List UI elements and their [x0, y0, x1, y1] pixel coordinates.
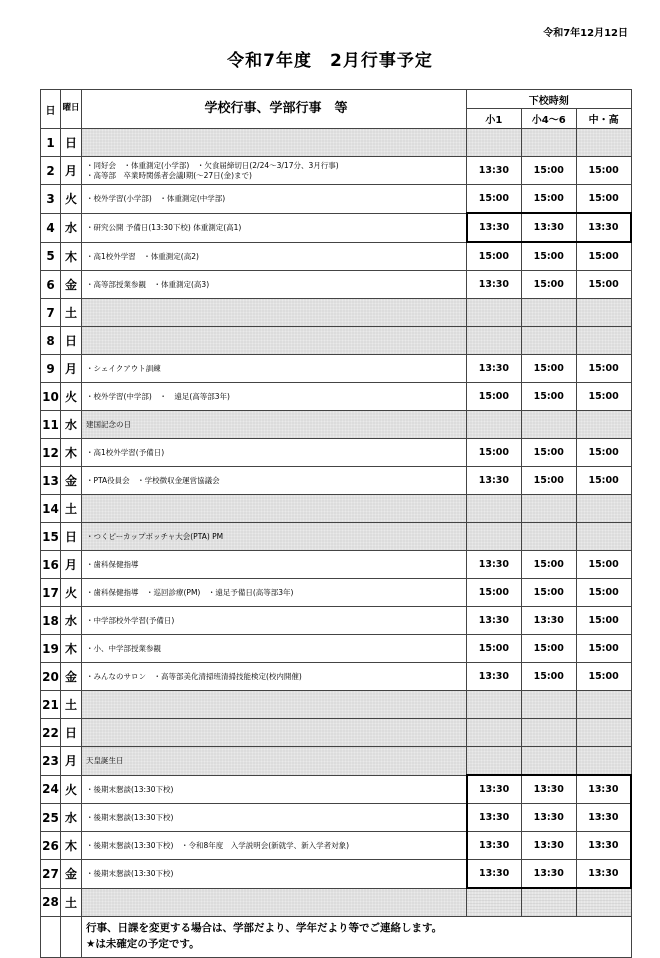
header-dismissal: 下校時刻: [467, 90, 632, 109]
time-grade-4-6: 15:00: [521, 439, 576, 467]
day-number: 9: [41, 355, 61, 383]
time-grade-1: 15:00: [467, 185, 522, 214]
time-grade-4-6: [521, 495, 576, 523]
weekday: 木: [61, 439, 82, 467]
event-line-1: ・後期末懇談(13:30下校): [86, 812, 174, 822]
table-row: [41, 271, 632, 299]
time-grade-1: [467, 523, 522, 551]
day-number: 15: [41, 523, 61, 551]
table-row: [41, 411, 632, 439]
table-row: [41, 383, 632, 411]
event-line-1: 建国記念の日: [86, 419, 131, 429]
time-grade-4-6: 15:00: [521, 551, 576, 579]
time-grade-4-6: 15:00: [521, 157, 576, 185]
time-grade-4-6: [521, 747, 576, 776]
weekday: 火: [61, 579, 82, 607]
header-events: 学校行事、学部行事 等: [82, 90, 467, 129]
events-cell: [82, 888, 467, 917]
weekday: 火: [61, 775, 82, 804]
time-grade-1: 13:30: [467, 157, 522, 185]
time-grade-4-6: 13:30: [521, 832, 576, 860]
header-grade-4-6: 小4～6: [521, 109, 576, 129]
event-line-1: ・校外学習(小学部) ・体重測定(中学部): [86, 194, 226, 204]
table-row: [41, 860, 632, 889]
time-middle-high: 15:00: [576, 607, 631, 635]
day-number: 18: [41, 607, 61, 635]
time-middle-high: 15:00: [576, 157, 631, 185]
day-number: 24: [41, 775, 61, 804]
time-middle-high: 15:00: [576, 271, 631, 299]
time-grade-1: 13:30: [467, 355, 522, 383]
time-grade-4-6: 13:30: [521, 213, 576, 242]
event-line-1: ・歯科保健指導 ・巡回診療(PM) ・遠足予備日(高等部3年): [86, 587, 294, 597]
weekday: 日: [61, 327, 82, 355]
event-line-1: ・後期末懇談(13:30下校): [86, 869, 174, 879]
time-grade-4-6: 15:00: [521, 663, 576, 691]
events-cell: [82, 157, 467, 185]
time-middle-high: 13:30: [576, 775, 631, 804]
table-row: [41, 523, 632, 551]
day-number: 16: [41, 551, 61, 579]
day-number: 27: [41, 860, 61, 889]
time-grade-1: 13:30: [467, 804, 522, 832]
events-cell: [82, 242, 467, 271]
day-number: 20: [41, 663, 61, 691]
time-middle-high: 13:30: [576, 804, 631, 832]
weekday: 水: [61, 607, 82, 635]
table-row: [41, 888, 632, 917]
event-line-1: ・小、中学部授業参観: [86, 643, 161, 653]
weekday: 土: [61, 299, 82, 327]
table-row: [41, 495, 632, 523]
time-grade-4-6: 15:00: [521, 383, 576, 411]
event-line-1: ・中学部校外学習(予備日): [86, 615, 175, 625]
event-line-1: ・みんなのサロン ・高等部美化清掃班清掃技能検定(校内開催): [86, 671, 302, 681]
day-number: 23: [41, 747, 61, 776]
table-row: [41, 691, 632, 719]
event-line-1: ・歯科保健指導: [86, 559, 139, 569]
day-number: 25: [41, 804, 61, 832]
time-grade-4-6: [521, 299, 576, 327]
weekday: 月: [61, 747, 82, 776]
time-middle-high: 15:00: [576, 383, 631, 411]
time-grade-4-6: [521, 888, 576, 917]
day-number: 13: [41, 467, 61, 495]
weekday: 金: [61, 663, 82, 691]
weekday: 月: [61, 551, 82, 579]
time-grade-4-6: [521, 691, 576, 719]
table-row: [41, 129, 632, 157]
day-number: 8: [41, 327, 61, 355]
time-middle-high: 15:00: [576, 551, 631, 579]
time-grade-1: [467, 747, 522, 776]
events-cell: [82, 579, 467, 607]
day-number: 4: [41, 213, 61, 242]
schedule-table: [40, 89, 632, 958]
time-grade-4-6: 13:30: [521, 860, 576, 889]
time-middle-high: [576, 411, 631, 439]
weekday: 水: [61, 804, 82, 832]
header-grade-1: 小1: [467, 109, 522, 129]
events-cell: [82, 663, 467, 691]
time-middle-high: 13:30: [576, 213, 631, 242]
time-grade-1: 13:30: [467, 213, 522, 242]
table-row: [41, 242, 632, 271]
weekday: 木: [61, 242, 82, 271]
time-grade-1: 15:00: [467, 439, 522, 467]
time-middle-high: [576, 691, 631, 719]
page-title: 令和7年度 2月行事予定: [227, 51, 433, 71]
weekday: 金: [61, 271, 82, 299]
time-grade-1: 13:30: [467, 663, 522, 691]
time-middle-high: 15:00: [576, 663, 631, 691]
table-row: [41, 551, 632, 579]
table-row: [41, 327, 632, 355]
time-grade-1: [467, 411, 522, 439]
event-line-1: 天皇誕生日: [86, 756, 124, 766]
table-row: [41, 213, 632, 242]
weekday: 日: [61, 129, 82, 157]
time-middle-high: [576, 523, 631, 551]
time-grade-1: [467, 327, 522, 355]
events-cell: [82, 691, 467, 719]
time-grade-4-6: [521, 327, 576, 355]
time-middle-high: 15:00: [576, 355, 631, 383]
day-number: 17: [41, 579, 61, 607]
time-grade-1: 15:00: [467, 635, 522, 663]
day-number: 10: [41, 383, 61, 411]
time-grade-1: 13:30: [467, 860, 522, 889]
day-number: 22: [41, 719, 61, 747]
events-cell: [82, 355, 467, 383]
time-middle-high: [576, 888, 631, 917]
table-row: [41, 719, 632, 747]
time-middle-high: [576, 129, 631, 157]
events-cell: [82, 299, 467, 327]
event-line-1: ・後期末懇談(13:30下校): [86, 784, 174, 794]
time-grade-4-6: 15:00: [521, 355, 576, 383]
table-row: [41, 635, 632, 663]
time-grade-4-6: 15:00: [521, 185, 576, 214]
footer-note-line-1: 行事、日課を変更する場合は、学部だより、学年だより等でご連絡します。: [86, 922, 443, 935]
day-number: 19: [41, 635, 61, 663]
events-cell: [82, 775, 467, 804]
footer-spacer-2: [61, 917, 82, 958]
time-middle-high: 15:00: [576, 467, 631, 495]
events-cell: [82, 495, 467, 523]
table-row: [41, 775, 632, 804]
time-grade-4-6: [521, 719, 576, 747]
table-row: [41, 804, 632, 832]
day-number: 26: [41, 832, 61, 860]
weekday: 土: [61, 691, 82, 719]
events-cell: [82, 860, 467, 889]
header-day: 日: [41, 90, 61, 129]
time-grade-1: 15:00: [467, 242, 522, 271]
day-number: 5: [41, 242, 61, 271]
weekday: 土: [61, 495, 82, 523]
time-middle-high: [576, 747, 631, 776]
weekday: 金: [61, 467, 82, 495]
time-grade-4-6: 15:00: [521, 467, 576, 495]
events-cell: [82, 185, 467, 214]
weekday: 木: [61, 635, 82, 663]
event-line-1: ・高1校外学習 ・体重測定(高2): [86, 251, 199, 261]
time-grade-4-6: [521, 129, 576, 157]
time-grade-4-6: 15:00: [521, 271, 576, 299]
day-number: 14: [41, 495, 61, 523]
time-middle-high: 13:30: [576, 860, 631, 889]
weekday: 水: [61, 411, 82, 439]
table-row: [41, 663, 632, 691]
table-row: [41, 579, 632, 607]
table-row: [41, 439, 632, 467]
time-grade-1: [467, 495, 522, 523]
events-cell: [82, 271, 467, 299]
table-row: [41, 832, 632, 860]
time-grade-1: 13:30: [467, 832, 522, 860]
time-middle-high: [576, 495, 631, 523]
time-middle-high: 15:00: [576, 242, 631, 271]
weekday: 土: [61, 888, 82, 917]
events-cell: [82, 635, 467, 663]
events-cell: [82, 327, 467, 355]
time-grade-1: 13:30: [467, 551, 522, 579]
time-middle-high: 13:30: [576, 832, 631, 860]
table-row: [41, 747, 632, 776]
events-cell: [82, 213, 467, 242]
events-cell: [82, 832, 467, 860]
time-middle-high: [576, 327, 631, 355]
event-line-1: ・後期末懇談(13:30下校) ・令和8年度 入学説明会(新就学、新入学者対象): [86, 840, 350, 850]
footer-note: [82, 917, 632, 958]
time-grade-1: 15:00: [467, 383, 522, 411]
weekday: 木: [61, 832, 82, 860]
weekday: 火: [61, 383, 82, 411]
day-number: 3: [41, 185, 61, 214]
table-row: [41, 467, 632, 495]
header-middle-high: 中・高: [576, 109, 631, 129]
time-grade-4-6: 13:30: [521, 804, 576, 832]
weekday: 水: [61, 213, 82, 242]
events-cell: [82, 719, 467, 747]
event-line-1: ・高等部授業参観 ・体重測定(高3): [86, 279, 210, 289]
time-grade-4-6: 13:30: [521, 775, 576, 804]
event-line-1: ・PTA役員会 ・学校徴収金運営協議会: [86, 475, 220, 485]
event-line-1: ・校外学習(中学部) ・ 遠足(高等部3年): [86, 391, 230, 401]
header-weekday: 曜日: [61, 90, 82, 129]
document-date: 令和7年12月12日: [543, 28, 628, 39]
time-grade-1: 13:30: [467, 271, 522, 299]
time-middle-high: 15:00: [576, 185, 631, 214]
events-cell: [82, 411, 467, 439]
time-middle-high: 15:00: [576, 579, 631, 607]
time-grade-1: [467, 299, 522, 327]
events-cell: [82, 607, 467, 635]
time-grade-4-6: [521, 411, 576, 439]
time-grade-1: 13:30: [467, 607, 522, 635]
weekday: 金: [61, 860, 82, 889]
time-grade-1: 13:30: [467, 775, 522, 804]
time-grade-4-6: 15:00: [521, 242, 576, 271]
table-row: [41, 157, 632, 185]
time-grade-1: 15:00: [467, 579, 522, 607]
day-number: 1: [41, 129, 61, 157]
time-grade-4-6: 15:00: [521, 635, 576, 663]
weekday: 火: [61, 185, 82, 214]
event-line-1: ・研究公開 予備日(13:30下校) 体重測定(高1): [86, 222, 242, 232]
events-cell: [82, 383, 467, 411]
events-cell: [82, 551, 467, 579]
day-number: 28: [41, 888, 61, 917]
time-grade-4-6: 13:30: [521, 607, 576, 635]
table-row: [41, 355, 632, 383]
day-number: 2: [41, 157, 61, 185]
time-middle-high: 15:00: [576, 439, 631, 467]
weekday: 日: [61, 719, 82, 747]
time-grade-1: 13:30: [467, 467, 522, 495]
time-grade-1: [467, 129, 522, 157]
table-row: [41, 185, 632, 214]
footer-note-line-2: ★は未確定の予定です。: [86, 938, 200, 950]
event-line-1: ・シェイクアウト訓練: [86, 363, 161, 373]
event-line-1: ・同好会 ・体重測定(小学部) ・欠食届締切日(2/24～3/17分、3月行事): [86, 161, 339, 171]
day-number: 6: [41, 271, 61, 299]
table-row: [41, 607, 632, 635]
time-grade-4-6: [521, 523, 576, 551]
events-cell: [82, 467, 467, 495]
events-cell: [82, 747, 467, 776]
event-line-2: ・高等部 卒業時関係者会議Ⅰ期(～27日(金)まで): [86, 170, 252, 180]
time-middle-high: [576, 299, 631, 327]
events-cell: [82, 129, 467, 157]
event-line-1: ・つくピーカップボッチャ大会(PTA) PM: [86, 531, 224, 541]
footer-spacer-1: [41, 917, 61, 958]
time-grade-1: [467, 719, 522, 747]
day-number: 11: [41, 411, 61, 439]
weekday: 日: [61, 523, 82, 551]
weekday: 月: [61, 157, 82, 185]
day-number: 7: [41, 299, 61, 327]
events-cell: [82, 804, 467, 832]
day-number: 21: [41, 691, 61, 719]
time-grade-1: [467, 691, 522, 719]
event-line-1: ・高1校外学習(予備日): [86, 447, 165, 457]
table-row: [41, 299, 632, 327]
events-cell: [82, 439, 467, 467]
day-number: 12: [41, 439, 61, 467]
time-grade-4-6: 15:00: [521, 579, 576, 607]
events-cell: [82, 523, 467, 551]
time-middle-high: [576, 719, 631, 747]
time-grade-1: [467, 888, 522, 917]
weekday: 月: [61, 355, 82, 383]
time-middle-high: 15:00: [576, 635, 631, 663]
